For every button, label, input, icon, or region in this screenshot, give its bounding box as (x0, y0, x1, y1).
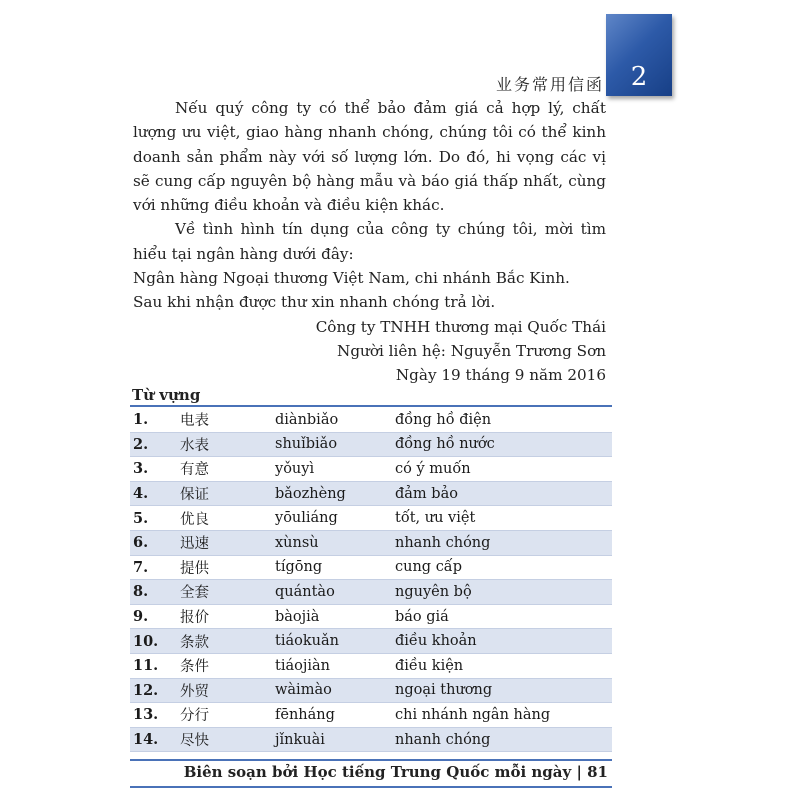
vocab-pinyin: bǎozhèng (275, 481, 395, 506)
vocab-number: 6. (130, 530, 173, 555)
footer-top-rule (130, 759, 612, 761)
vocab-number: 14. (130, 727, 173, 752)
vocab-number: 7. (130, 555, 173, 580)
vocab-meaning: nguyên bộ (395, 580, 612, 605)
bank-line: Ngân hàng Ngoại thương Việt Nam, chi nhánh Bắc Kinh. (133, 269, 570, 288)
table-row (130, 653, 612, 678)
vocab-number: 11. (130, 653, 173, 678)
table-row (130, 629, 612, 654)
vocab-number: 10. (130, 629, 173, 654)
vocabulary-top-rule (130, 405, 612, 407)
vocab-chinese: 报价 (173, 604, 275, 629)
chapter-number: 2 (630, 62, 648, 92)
vocab-meaning: cung cấp (395, 555, 612, 580)
vocab-meaning: có ý muốn (395, 457, 612, 482)
running-header: 业务常用信函 (495, 75, 604, 94)
vocab-number: 2. (130, 432, 173, 457)
vocab-chinese: 尽快 (173, 727, 275, 752)
page-footer: Biên soạn bởi Học tiếng Trung Quốc mỗi ngày | 81 (183, 763, 608, 781)
vocab-pinyin: tiáokuǎn (275, 629, 395, 654)
vocab-pinyin: quántào (275, 580, 395, 605)
vocab-chinese: 外贸 (173, 678, 275, 703)
chapter-tab (606, 14, 672, 96)
vocab-meaning: đảm bảo (395, 481, 612, 506)
vocab-number: 8. (130, 580, 173, 605)
vocab-chinese: 优良 (173, 506, 275, 531)
vocab-pinyin: bàojià (275, 604, 395, 629)
signature-company: Công ty TNHH thương mại Quốc Thái (315, 317, 606, 336)
vocab-chinese: 分行 (173, 703, 275, 728)
table-row (130, 555, 612, 580)
letter-body (133, 96, 606, 388)
vocab-meaning: điều kiện (395, 653, 612, 678)
table-row (130, 604, 612, 629)
vocab-pinyin: diànbiǎo (275, 408, 395, 432)
vocab-meaning: tốt, ưu việt (395, 506, 612, 531)
table-row (130, 530, 612, 555)
vocab-chinese: 全套 (173, 580, 275, 605)
vocab-meaning: ngoại thương (395, 678, 612, 703)
signature-contact: Người liên hệ: Nguyễn Trương Sơn (337, 341, 606, 360)
reply-line: Sau khi nhận được thư xin nhanh chóng trả lời. (133, 293, 496, 312)
vocab-meaning: điều khoản (395, 629, 612, 654)
vocab-chinese: 保证 (173, 481, 275, 506)
paragraph-2: Về tình hình tín dụng của công ty chúng tôi, mời tìm hiểu tại ngân hàng dưới đây: (133, 220, 606, 263)
table-row (130, 408, 612, 432)
vocab-chinese: 条款 (173, 629, 275, 654)
vocab-chinese: 水表 (173, 432, 275, 457)
vocab-meaning: chi nhánh ngân hàng (395, 703, 612, 728)
vocabulary-table (130, 408, 612, 752)
table-row (130, 703, 612, 728)
vocab-meaning: nhanh chóng (395, 530, 612, 555)
table-row (130, 727, 612, 752)
table-row (130, 457, 612, 482)
table-row (130, 678, 612, 703)
vocabulary-title: Từ vựng (132, 386, 201, 404)
footer-bottom-rule (130, 786, 612, 788)
vocab-number: 13. (130, 703, 173, 728)
vocab-meaning: báo giá (395, 604, 612, 629)
table-row (130, 506, 612, 531)
signature-date: Ngày 19 tháng 9 năm 2016 (395, 366, 606, 385)
vocab-chinese: 有意 (173, 457, 275, 482)
vocab-pinyin: tiáojiàn (275, 653, 395, 678)
table-row (130, 580, 612, 605)
vocab-number: 5. (130, 506, 173, 531)
vocab-pinyin: xùnsù (275, 530, 395, 555)
vocab-pinyin: yǒuyì (275, 457, 395, 482)
vocab-pinyin: fēnháng (275, 703, 395, 728)
vocab-chinese: 迅速 (173, 530, 275, 555)
vocab-chinese: 提供 (173, 555, 275, 580)
paragraph-1: Nếu quý công ty có thể bảo đảm giá cả hợp lý, chất lượng ưu việt, giao hàng nhanh chóng, chúng tôi có thể kinh doanh sản phẩm này với số lượng lớn. Do đó, hi vọng các vị sẽ cung cấp nguyên bộ hàng mẫu và báo giá thấp nhất, cùng với những điều khoản và điều kiện khác. (133, 99, 606, 215)
vocab-number: 9. (130, 604, 173, 629)
vocab-number: 12. (130, 678, 173, 703)
table-row (130, 432, 612, 457)
vocab-meaning: đồng hồ điện (395, 408, 612, 432)
vocab-number: 4. (130, 481, 173, 506)
vocab-pinyin: jǐnkuài (275, 727, 395, 752)
vocab-number: 3. (130, 457, 173, 482)
table-row (130, 481, 612, 506)
vocab-pinyin: shuǐbiǎo (275, 432, 395, 457)
vocab-chinese: 条件 (173, 653, 275, 678)
vocab-meaning: nhanh chóng (395, 727, 612, 752)
vocab-meaning: đồng hồ nước (395, 432, 612, 457)
vocab-pinyin: tígōng (275, 555, 395, 580)
vocab-chinese: 电表 (173, 408, 275, 432)
vocab-pinyin: yōuliáng (275, 506, 395, 531)
vocab-number: 1. (130, 408, 173, 432)
vocab-pinyin: wàimào (275, 678, 395, 703)
